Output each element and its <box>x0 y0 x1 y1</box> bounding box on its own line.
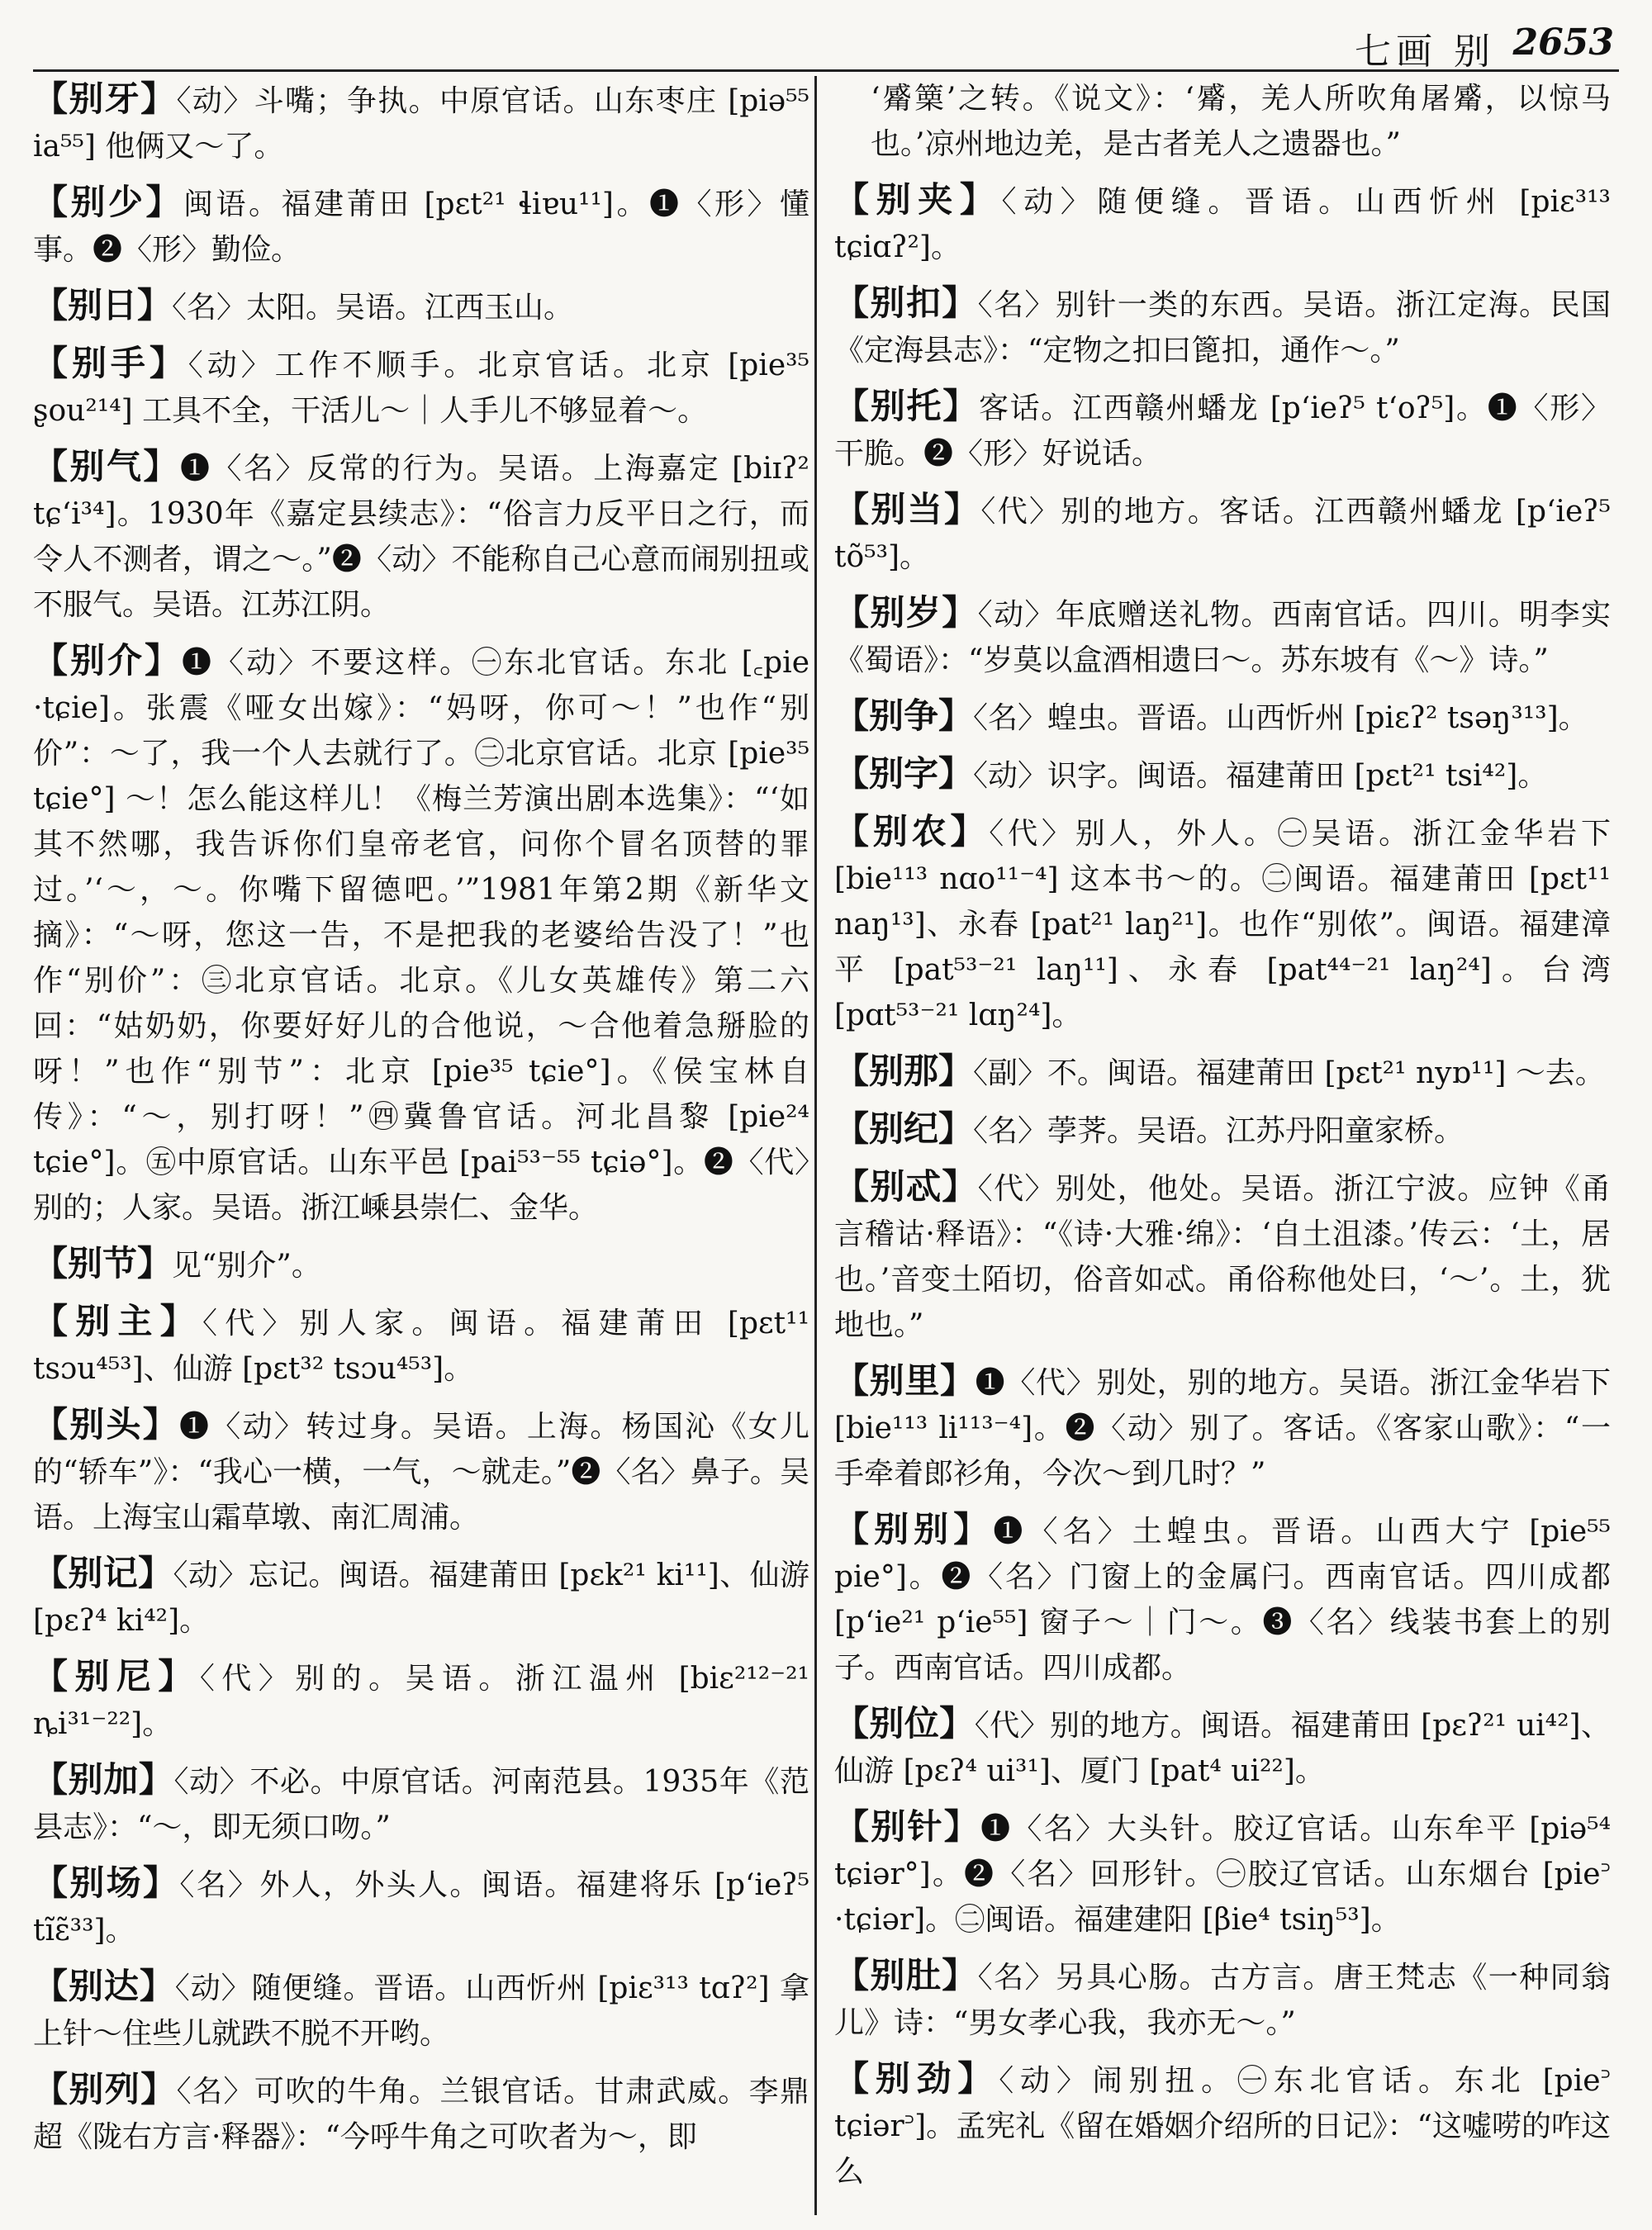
entry-headword: 【别记】 <box>33 1553 173 1593</box>
entry-headword: 【别那】 <box>834 1051 974 1091</box>
entry-definition: 〈动〉工作不顺手。北京官话。北京 [pie³⁵ ʂou²¹⁴] 工具不全，干活儿～｜人手儿不够显着～。 <box>33 349 809 428</box>
entry-headword: 【别争】 <box>834 695 974 736</box>
dictionary-entry <box>834 1701 1611 1794</box>
entry-definition: 〈代〉别人家。闽语。福建莆田 [pɛt¹¹ tsɔu⁴⁵³]、仙游 [pɛt³² tsɔu⁴⁵³]。 <box>33 1307 809 1386</box>
dictionary-entry <box>33 1757 809 1850</box>
entry-headword: 【别肚】 <box>834 1955 978 1995</box>
dictionary-entry <box>33 340 809 434</box>
dictionary-entry <box>33 444 809 628</box>
dictionary-entry <box>33 1550 809 1644</box>
section-title: 七画 别 <box>1355 31 1495 73</box>
entry-headword: 【别场】 <box>33 1862 180 1903</box>
entry-definition: ❶〈名〉反常的行为。吴语。上海嘉定 [biɪʔ² tɕʻi³⁴]。1930年《嘉定县续志》：“俗言力反平日之行，而令人不测者，谓之～。”❷〈动〉不能称自己心意而闹别扭或不服气。吴语。江苏江阴。 <box>33 452 809 622</box>
entry-headword: 【别针】 <box>834 1806 981 1847</box>
entry-definition: 〈动〉忘记。闽语。福建莆田 [pɛk²¹ ki¹¹]、仙游 [pɛʔ⁴ ki⁴²]。 <box>33 1559 809 1638</box>
entry-headword: 【别别】 <box>834 1509 994 1549</box>
entry-definition: 〈名〉可吹的牛角。兰银官话。甘肃武威。李鼎超《陇右方言·释器》：“今呼牛角之可吹者为～，即 <box>33 2075 809 2154</box>
entry-definition: 〈代〉别的。吴语。浙江温州 [biɛ²¹²⁻²¹ ȵi³¹⁻²²]。 <box>33 1662 809 1741</box>
entry-definition: 〈名〉别针一类的东西。吴语。浙江定海。民国《定海县志》：“定物之扣曰篦扣，通作～。” <box>834 288 1611 368</box>
entry-definition: ❶〈名〉大头针。胶辽官话。山东牟平 [piə⁵⁴ tɕiər°]。❷〈名〉回形针。㊀胶辽官话。山东烟台 [pie꜄ ·tɕiər]。㊁闽语。福建建阳 [βie⁴ tsiŋ⁵³]。 <box>834 1812 1611 1937</box>
entry-headword: 【别气】 <box>33 446 180 486</box>
entry-headword: 【别少】 <box>33 182 184 222</box>
entry-headword: 【别托】 <box>834 386 979 426</box>
page-number: 2653 <box>1512 21 1614 64</box>
entry-definition: 〈名〉外人，外头人。闽语。福建将乐 [pʻieʔ⁵ tĩɛ̃³³]。 <box>33 1868 809 1948</box>
right-column <box>834 76 1611 2223</box>
entry-headword: 【别牙】 <box>33 78 177 119</box>
entry-definition: 〈名〉另具心肠。古方言。唐王梵志《一种同翁儿》诗：“男女孝心我，我亦无～。” <box>834 1961 1611 2040</box>
entry-definition: 〈动〉随便缝。晋语。山西忻州 [piɛ³¹³ tɑʔ²] 拿上针～住些儿就跌不脱不开哟。 <box>33 1971 809 2051</box>
entry-definition: ❶〈名〉土蝗虫。晋语。山西大宁 [pie⁵⁵ pie°]。❷〈名〉门窗上的金属闩。西南官话。四川成都 [pʻie²¹ pʻie⁵⁵] 窗子～｜门～。❸〈名〉线装书套上的别子。西南官话。四川成都。 <box>834 1515 1611 1685</box>
entry-definition: 〈动〉斗嘴；争执。中原官话。山东枣庄 [piə⁵⁵ ia⁵⁵] 他俩又～了。 <box>33 84 809 164</box>
dictionary-entry <box>834 486 1611 580</box>
entry-headword: 【别夹】 <box>834 179 1002 220</box>
entry-definition: 〈代〉别人，外人。㊀吴语。浙江金华岩下 [bie¹¹³ nɑo¹¹⁻⁴] 这本书～的。㊁闽语。福建莆田 [pɛt¹¹ naŋ¹³]、永春 [pat²¹ laŋ²¹]。也作“别侬”。闽语。福建漳平 [pat⁵³⁻²¹ laŋ¹¹]、永春 [pat⁴⁴⁻²¹ laŋ²⁴]。台湾 [pɑt⁵³⁻²¹ lɑŋ²⁴]。 <box>834 817 1611 1032</box>
dictionary-entry <box>834 1164 1611 1348</box>
entry-headword: 【别列】 <box>33 2069 177 2109</box>
dictionary-entry <box>33 2066 809 2160</box>
entry-headword: 【别日】 <box>33 285 173 325</box>
dictionary-entry <box>33 179 809 273</box>
entry-headword: 【别岁】 <box>834 592 978 633</box>
entry-definition: ❶〈代〉别处，别的地方。吴语。浙江金华岩下 [bie¹¹³ li¹¹³⁻⁴]。❷〈动〉别了。客话。《客家山歌》：“一手牵着郎衫角，今次～到几时？” <box>834 1366 1611 1491</box>
dictionary-entry <box>834 1506 1611 1691</box>
entry-headword: 【别位】 <box>834 1703 975 1744</box>
entry-definition: 〈代〉别处，他处。吴语。浙江宁波。应钟《甬言稽诂·释语》：“《诗·大雅·绵》：‘自土沮漆。’传云：‘土，居也。’音变土陌切，俗音如忒。甬俗称他处曰，‘～’。土，犹地也。” <box>834 1172 1611 1342</box>
entry-definition: 见“别介”。 <box>172 1249 321 1283</box>
dictionary-entry <box>834 177 1611 270</box>
entry-definition: 客话。江西赣州蟠龙 [pʻieʔ⁵ tʻoʔ⁵]。❶〈形〉干脆。❷〈形〉好说话。 <box>834 391 1611 471</box>
dictionary-entry <box>33 1654 809 1747</box>
entry-definition: ❶〈动〉不要这样。㊀东北官话。东北 [꜀pie ·tɕie]。张震《哑女出嫁》：“妈呀，你可～！”也作“别价”：～了，我一个人去就行了。㊁北京官话。北京 [pie³⁵ tɕie°] ～！怎么能这样儿！《梅兰芳演出剧本选集》：“‘如其不然哪，我告诉你们皇帝老官，问你个冒名顶替的罪过。’‘～，～。你嘴下留德吧。’”1981年第2期《新华文摘》：“～呀，您这一告，不是把我的老婆给告没了！”也作“别价”：㊂北京官话。北京。《儿女英雄传》第二六回：“姑奶奶，你要好好儿的合他说，～合他着急掰脸的呀！”也作“别节”：北京 [pie³⁵ tɕie°]。《侯宝林自传》：“～，别打呀！”㊃冀鲁官话。河北昌黎 [pie²⁴ tɕie°]。㊄中原官话。山东平邑 [pai⁵³⁻⁵⁵ tɕiə°]。❷〈代〉别的；人家。吴语。浙江嵊县崇仁、金华。 <box>33 646 809 1225</box>
dictionary-entry <box>834 693 1611 741</box>
dictionary-entry <box>834 1804 1611 1943</box>
entry-definition: 〈动〉随便缝。晋语。山西忻州 [piɛ³¹³ tɕiɑʔ²]。 <box>834 185 1611 264</box>
entry-definition: 〈动〉闹别扭。㊀东北官话。东北 [pie꜄ tɕiər꜄]。孟宪礼《留在婚姻介绍所的日记》：“这嘘唠的咋这么 <box>834 2064 1611 2189</box>
entry-headword: 【别扣】 <box>834 282 978 323</box>
entry-headword: 【别主】 <box>33 1301 202 1341</box>
entry-definition: 〈名〉荸荠。吴语。江苏丹阳童家桥。 <box>973 1114 1464 1148</box>
dictionary-entry <box>834 809 1611 1038</box>
dictionary-entry <box>33 1241 809 1288</box>
dictionary-entry <box>33 1298 809 1392</box>
entry-headword: 【别忒】 <box>834 1166 978 1207</box>
entry-headword: 【别头】 <box>33 1404 180 1445</box>
entry-headword: 【别达】 <box>33 1966 175 2006</box>
column-divider <box>814 76 817 2215</box>
entry-headword: 【别加】 <box>33 1759 174 1800</box>
dictionary-entry <box>834 280 1611 373</box>
entry-definition: 〈代〉别的地方。客话。江西赣州蟠龙 [pʻieʔ⁵ tõ⁵³]。 <box>834 495 1611 574</box>
dictionary-entry <box>33 1963 809 2057</box>
entry-definition: 〈动〉识字。闽语。福建莆田 [pɛt²¹ tsi⁴²]。 <box>973 759 1548 793</box>
dictionary-entry <box>33 638 809 1231</box>
dictionary-entry <box>834 383 1611 477</box>
dictionary-entry <box>834 590 1611 683</box>
dictionary-entry <box>834 1106 1611 1154</box>
entry-definition: 〈名〉太阳。吴语。江西玉山。 <box>172 291 574 325</box>
entry-definition: 闽语。福建莆田 [pɛt²¹ ɬiɐu¹¹]。❶〈形〉懂事。❷〈形〉勤俭。 <box>33 187 809 267</box>
dictionary-entry <box>33 1402 809 1540</box>
page-header <box>33 18 1619 72</box>
dictionary-entry <box>834 1048 1611 1096</box>
dictionary-entry <box>33 76 809 169</box>
entry-headword: 【别字】 <box>834 753 974 794</box>
entry-definition: 〈名〉蝗虫。晋语。山西忻州 [piɛʔ² tsəŋ³¹³]。 <box>973 701 1588 735</box>
dictionary-entry <box>33 282 809 330</box>
dictionary-entry <box>834 751 1611 799</box>
entry-definition: 〈动〉不必。中原官话。河南范县。1935年《范县志》：“～，即无须口吻。” <box>33 1765 809 1844</box>
entry-definition: 〈副〉不。闽语。福建莆田 [pɛt²¹ nyɒ¹¹] ～去。 <box>973 1056 1605 1090</box>
entry-headword: 【别当】 <box>834 489 981 529</box>
entry-headword: 【别劲】 <box>834 2058 999 2099</box>
entry-definition: ‘觱篥’之转。《说文》：‘觱，羌人所吹角屠觱，以惊马也。’凉州地边羌，是古者羌人之遗器也。” <box>871 82 1611 161</box>
left-column <box>33 76 809 2223</box>
dictionary-entry <box>834 2056 1611 2194</box>
dictionary-entry <box>834 1358 1611 1497</box>
entry-headword: 【别尼】 <box>33 1656 200 1696</box>
entry-headword: 【别农】 <box>834 811 990 852</box>
entry-headword: 【别纪】 <box>834 1108 974 1149</box>
entry-definition: 〈代〉别的地方。闽语。福建莆田 [pɛʔ²¹ ui⁴²]、仙游 [pɛʔ⁴ ui³¹]、厦门 [pat⁴ ui²²]。 <box>834 1709 1611 1788</box>
dictionary-entry <box>834 76 1611 167</box>
entry-definition: ❶〈动〉转过身。吴语。上海。杨国沁《女儿的“轿车”》：“我心一横，一气，～就走。”❷〈名〉鼻子。吴语。上海宝山霜草墩、南汇周浦。 <box>33 1410 809 1535</box>
dictionary-entry <box>834 1952 1611 2046</box>
entry-headword: 【别里】 <box>834 1360 976 1401</box>
dictionary-entry <box>33 1860 809 1953</box>
entry-headword: 【别节】 <box>33 1243 173 1283</box>
entry-headword: 【别手】 <box>33 343 188 383</box>
entry-definition: 〈动〉年底赠送礼物。西南官话。四川。明李实《蜀语》：“岁莫以盒酒相遗曰～。苏东坡有《～》诗。” <box>834 598 1611 677</box>
entry-headword: 【别介】 <box>33 640 183 681</box>
